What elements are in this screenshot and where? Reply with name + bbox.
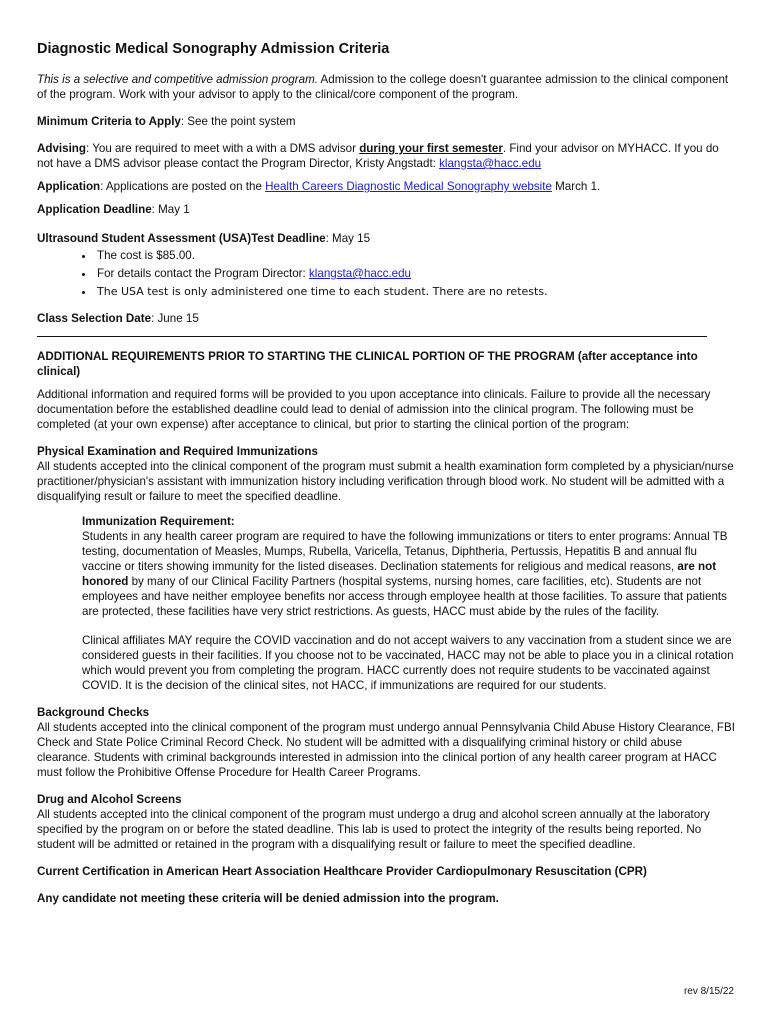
minimum-text: : See the point system <box>180 115 296 128</box>
list-item: • The USA test is only administered one time to each student. There are no retests. <box>95 283 737 301</box>
usa-email-link[interactable]: klangsta@hacc.edu <box>309 267 412 280</box>
immunization-text <box>82 529 737 619</box>
minimum-label: Minimum Criteria to Apply <box>37 115 181 128</box>
dms-website-link[interactable]: Health Careers Diagnostic Medical Sonography website <box>265 180 552 193</box>
advising-text-1: : You are required to meet with a with a DMS advisor <box>85 142 360 155</box>
revision-date: rev 8/15/22 <box>683 986 734 997</box>
immunization-heading <box>82 514 737 529</box>
covid-text: Clinical affiliates MAY require the COVID vaccination and do not accept waivers to any vaccination from a student since we are considered guests in their facilities. If you choose not to be vaccinated, HACC may not be able to place you in a clinical rotation which would prevent you from completing the program. HACC currently does not require students to be vaccinated against COVID. It is the decision of the clinical sites, not HACC, if immunizations are required for our students. <box>82 634 734 692</box>
usa-text: : May 15 <box>325 232 371 245</box>
application-paragraph <box>37 179 737 194</box>
usa-bullet-list <box>37 247 737 301</box>
advising-emphasis: during your first semester <box>359 142 503 155</box>
cpr-text: Current Certification in American Heart Association Healthcare Provider Cardiopulmonary Resuscitation (CPR) <box>37 865 647 878</box>
deadline-text: : May 1 <box>151 203 190 216</box>
class-selection-text: : June 15 <box>151 312 199 325</box>
drug-heading <box>37 792 737 807</box>
page-title: Diagnostic Medical Sonography Admission Criteria <box>37 41 390 57</box>
class-selection-label: Class Selection Date <box>37 312 152 325</box>
drug-text: All students accepted into the clinical component of the program must undergo a drug and alcohol screen annually at the laboratory specified by the program on or before the stated deadline. This lab is used to protect the integrity of the results being reported. No student will be admitted or retained in the program with a disqualifying result or failure to meet the specified deadline. <box>37 808 710 851</box>
application-text-2: March 1. <box>551 180 601 193</box>
deadline-label: Application Deadline <box>37 203 152 216</box>
background-text: All students accepted into the clinical component of the program must undergo annual Pennsylvania Child Abuse History Clearance, FBI Check and State Police Criminal Record Check. No student will be admitted with a disqualifying criminal history or child abuse clearance. Students with criminal backgrounds interested in admission into the clinical portion of any health career program at HACC must follow the Prohibitive Offense Procedure for Health Career Programs. <box>37 721 735 779</box>
application-text-1: : Applications are posted on the <box>100 180 266 193</box>
usa-label: Ultrasound Student Assessment (USA)Test Deadline <box>37 232 326 245</box>
cpr-requirement <box>37 864 737 879</box>
section-divider <box>37 336 707 337</box>
physical-exam-heading <box>37 444 737 459</box>
additional-requirements-heading: ADDITIONAL REQUIREMENTS PRIOR TO STARTING THE CLINICAL PORTION OF THE PROGRAM (after acceptance into clinical) <box>37 350 698 378</box>
intro-paragraph <box>37 72 737 102</box>
advising-paragraph <box>37 141 737 171</box>
physical-exam-text: All students accepted into the clinical component of the program must submit a health examination form completed by a physician/nurse practitioner/physician's assistant with immunization history including verification through blood work. No student will be admitted with a disqualifying result or failure to meet the specified deadline. <box>37 460 734 503</box>
application-deadline <box>37 202 737 217</box>
final-text: Any candidate not meeting these criteria will be denied admission into the program. <box>37 892 499 905</box>
immunization-text-1: Students in any health career program are required to have the following immunizations or titers to enter programs: Annual TB testing, documentation of Measles, Mumps, Rubella, Varicella, Tetanus, Diphtheria, Pertussis, Hepatitis B and annual flu vaccine or titers showing immunity for the listed diseases. Declination statements for religious and medical reasons, <box>82 530 728 573</box>
intro-italic: This is a selective and competitive admission program. <box>37 73 318 86</box>
usa-contact-text: For details contact the Program Director: <box>97 267 309 280</box>
drug-heading-text: Drug and Alcohol Screens <box>37 793 182 806</box>
application-label: Application <box>37 180 101 193</box>
physical-exam-heading-text: Physical Examination and Required Immunizations <box>37 445 318 458</box>
final-statement <box>37 891 737 906</box>
list-item: • The cost is $85.00. <box>95 247 737 265</box>
background-heading <box>37 705 737 720</box>
document-page <box>37 40 737 906</box>
advising-label: Advising <box>37 142 86 155</box>
intro-text: Admission to the college doesn't guarantee admission to the clinical component of the program. Work with your advisor to apply to the clinical/core component of the program. <box>37 73 729 101</box>
background-heading-text: Background Checks <box>37 706 150 719</box>
advising-email-link[interactable]: klangsta@hacc.edu <box>439 157 542 170</box>
immunization-section <box>37 514 737 693</box>
usa-deadline <box>37 231 737 246</box>
immunization-heading-text: Immunization Requirement: <box>82 515 235 528</box>
advising-text-2: . Find your advisor on MYHACC. If you do not have a DMS advisor please contact the Program Director, Kristy Angstadt: <box>37 142 719 170</box>
class-selection-date <box>37 311 737 326</box>
immunization-text-2: by many of our Clinical Facility Partners (hospital systems, nursing homes, care facilities, etc). Students are not employees and have neither employee benefits nor access through employee health at those facilities. To assure that patients are protected, these facilities have very strict restrictions. As guests, HACC must abide by the rules of the facility. <box>82 575 727 618</box>
additional-requirements-text: Additional information and required forms will be provided to you upon acceptance into clinicals. Failure to provide all the necessary documentation before the established deadline could lead to denial of admission into the clinical program. The following must be completed (at your own expense) after acceptance to clinical, but prior to starting the clinical portion of the program: <box>37 388 711 431</box>
list-item <box>95 265 737 283</box>
immunization-emphasis: are not honored <box>82 560 717 588</box>
minimum-criteria <box>37 114 737 129</box>
